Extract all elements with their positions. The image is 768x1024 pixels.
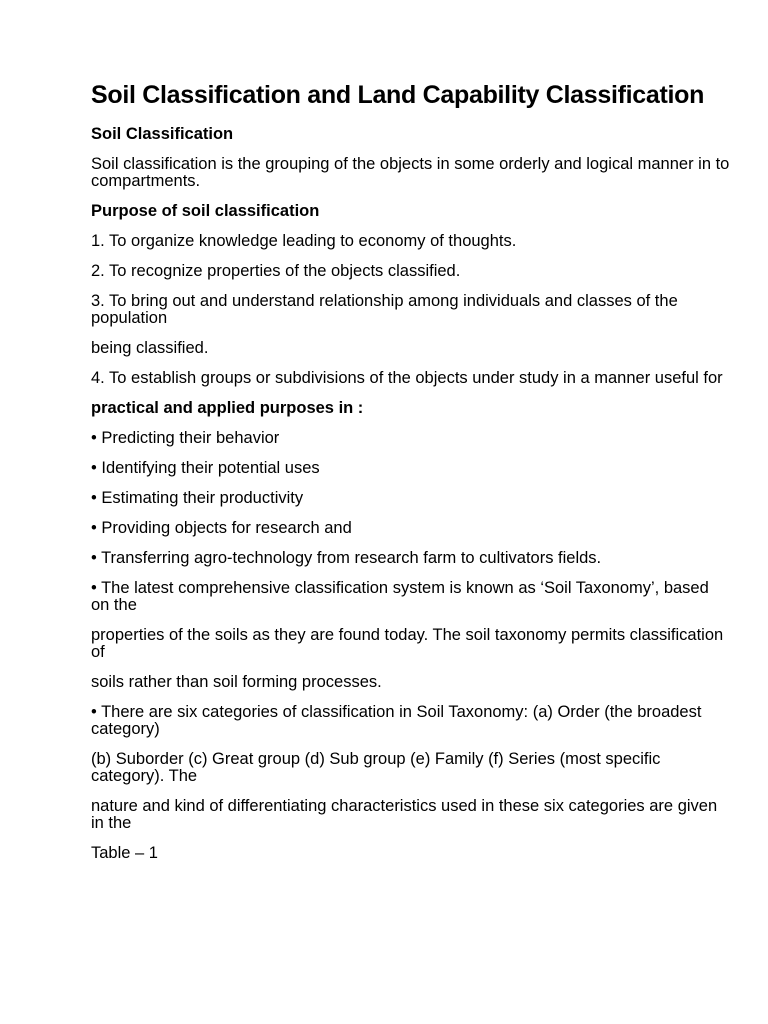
section-heading: Soil Classification bbox=[91, 125, 234, 143]
paragraph: (b) Suborder (c) Great group (d) Sub group (e) Family (f) Series (most specific category). The bbox=[91, 750, 661, 785]
section-heading: Purpose of soil classification bbox=[91, 202, 320, 220]
paragraph: properties of the soils as they are found today. The soil taxonomy permits classification of bbox=[91, 626, 724, 661]
paragraph: • The latest comprehensive classification system is known as ‘Soil Taxonomy’, based on the bbox=[91, 579, 709, 614]
paragraph: nature and kind of differentiating characteristics used in these six categories are given in the bbox=[91, 797, 718, 832]
paragraph: Table – 1 bbox=[91, 844, 158, 862]
document-title: Soil Classification and Land Capability Classification bbox=[91, 81, 705, 109]
paragraph: • Providing objects for research and bbox=[91, 519, 352, 537]
paragraph: • Estimating their productivity bbox=[91, 489, 304, 507]
paragraph: soils rather than soil forming processes. bbox=[91, 673, 382, 691]
document-body bbox=[91, 126, 731, 862]
paragraph: • There are six categories of classification in Soil Taxonomy: (a) Order (the broadest category) bbox=[91, 703, 702, 738]
paragraph: • Transferring agro-technology from research farm to cultivators fields. bbox=[91, 549, 602, 567]
paragraph: • Predicting their behavior bbox=[91, 429, 280, 447]
paragraph: 4. To establish groups or subdivisions of the objects under study in a manner useful for bbox=[91, 369, 723, 387]
document-page bbox=[91, 81, 731, 875]
paragraph: Soil classification is the grouping of the objects in some orderly and logical manner in to compartments. bbox=[91, 155, 730, 190]
paragraph: • Identifying their potential uses bbox=[91, 459, 320, 477]
paragraph: 2. To recognize properties of the objects classified. bbox=[91, 262, 461, 280]
paragraph: 1. To organize knowledge leading to economy of thoughts. bbox=[91, 232, 517, 250]
paragraph: being classified. bbox=[91, 339, 209, 357]
section-heading: practical and applied purposes in : bbox=[91, 399, 364, 417]
paragraph: 3. To bring out and understand relationship among individuals and classes of the population bbox=[91, 292, 678, 327]
